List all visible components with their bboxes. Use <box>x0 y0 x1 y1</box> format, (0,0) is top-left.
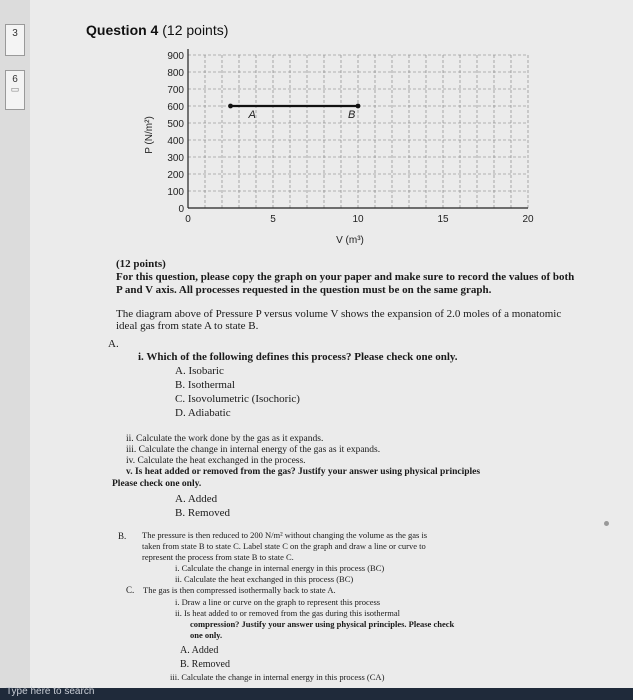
taskbar <box>0 688 633 700</box>
y-tick-label: 300 <box>167 153 184 164</box>
option-added[interactable]: A. Added <box>180 645 219 656</box>
x-tick-label: 15 <box>437 214 449 225</box>
part-b-question-ii: ii. Calculate the heat exchanged in this process (BC) <box>175 574 354 584</box>
part-b-text: The pressure is then reduced to 200 N/m² without changing the volume as the gas is <box>142 530 428 540</box>
y-tick-label: 700 <box>167 85 184 96</box>
option-isobaric[interactable]: A. Isobaric <box>175 365 224 377</box>
x-tick-label: 0 <box>185 214 191 225</box>
part-c-question-i: i. Draw a line or curve on the graph to represent this process <box>175 597 381 607</box>
part-c-text: The gas is then compressed isothermally back to state A. <box>143 585 336 595</box>
diagram-description: ideal gas from state A to state B. <box>116 320 259 332</box>
option-isovolumetric[interactable]: C. Isovolumetric (Isochoric) <box>175 393 300 405</box>
part-b-label: B. <box>118 531 127 541</box>
diagram-description: The diagram above of Pressure P versus volume V shows the expansion of 2.0 moles of a monatomic <box>116 308 562 320</box>
y-tick-label: 0 <box>178 204 184 215</box>
instruction-line: P and V axis. All processes requested in the question must be on the same graph. <box>116 284 492 296</box>
page-number: 6 <box>12 74 18 85</box>
y-tick-label: 400 <box>167 136 184 147</box>
state-point <box>228 104 233 109</box>
state-label-b: B <box>348 109 356 121</box>
part-b-question-i: i. Calculate the change in internal energy in this process (BC) <box>175 563 385 573</box>
pv-chart <box>138 40 538 255</box>
part-b-text: taken from state B to state C. Label state C on the graph and draw a line or curve to <box>142 541 426 551</box>
x-axis-label: V (m³) <box>336 235 364 246</box>
question-ii: ii. Calculate the work done by the gas as it expands. <box>126 434 324 444</box>
x-tick-label: 10 <box>352 214 364 225</box>
state-point <box>356 104 361 109</box>
y-tick-label: 200 <box>167 170 184 181</box>
part-c-question-ii: compression? Justify your answer using physical principles. Please check <box>190 619 455 629</box>
y-tick-label: 600 <box>167 102 184 113</box>
page-thumbnail[interactable] <box>5 24 25 56</box>
y-axis-label: P (N/m²) <box>144 116 155 154</box>
question-title <box>86 22 228 38</box>
option-isothermal[interactable]: B. Isothermal <box>175 379 235 391</box>
question-iii: iii. Calculate the change in internal energy of the gas as it expands. <box>126 445 381 455</box>
part-c-question-ii: one only. <box>190 630 223 640</box>
question-title-label: Question 4 <box>86 22 159 38</box>
points-label: (12 points) <box>116 258 166 270</box>
page-thumbnail-sidebar <box>0 0 30 700</box>
option-removed[interactable]: B. Removed <box>180 659 230 670</box>
question-title-points: (12 points) <box>162 22 229 38</box>
state-label-a: A <box>248 109 256 121</box>
y-tick-label: 800 <box>167 68 184 79</box>
y-tick-label: 900 <box>167 51 184 62</box>
x-tick-label: 20 <box>522 214 534 225</box>
part-c-question-iii: iii. Calculate the change in internal energy in this process (CA) <box>170 672 385 682</box>
instruction-line: For this question, please copy the graph on your paper and make sure to record the values of both <box>116 271 575 283</box>
option-removed[interactable]: B. Removed <box>175 507 230 519</box>
page-number: 3 <box>12 28 18 39</box>
question-iv: iv. Calculate the heat exchanged in the process. <box>126 456 306 466</box>
option-added[interactable]: A. Added <box>175 493 218 505</box>
question-v: v. Is heat added or removed from the gas? Justify your answer using physical principles <box>126 467 481 477</box>
part-b-text: represent the process from state B to state C. <box>142 552 294 562</box>
question-i: i. Which of the following defines this process? Please check one only. <box>138 351 458 363</box>
y-tick-label: 500 <box>167 119 184 130</box>
part-c-question-ii: ii. Is heat added to or removed from the gas during this isothermal <box>175 608 400 618</box>
x-tick-label: 5 <box>270 214 276 225</box>
part-a-label: A. <box>108 338 119 350</box>
mouse-cursor <box>604 521 609 526</box>
option-adiabatic[interactable]: D. Adiabatic <box>175 407 231 419</box>
check-one-instruction: Please check one only. <box>112 479 202 489</box>
part-c-label: C. <box>126 585 135 595</box>
y-tick-label: 100 <box>167 187 184 198</box>
taskbar-search[interactable]: Type here to search <box>6 686 95 697</box>
page-thumbnail[interactable]: 6 ▭ <box>5 70 25 110</box>
